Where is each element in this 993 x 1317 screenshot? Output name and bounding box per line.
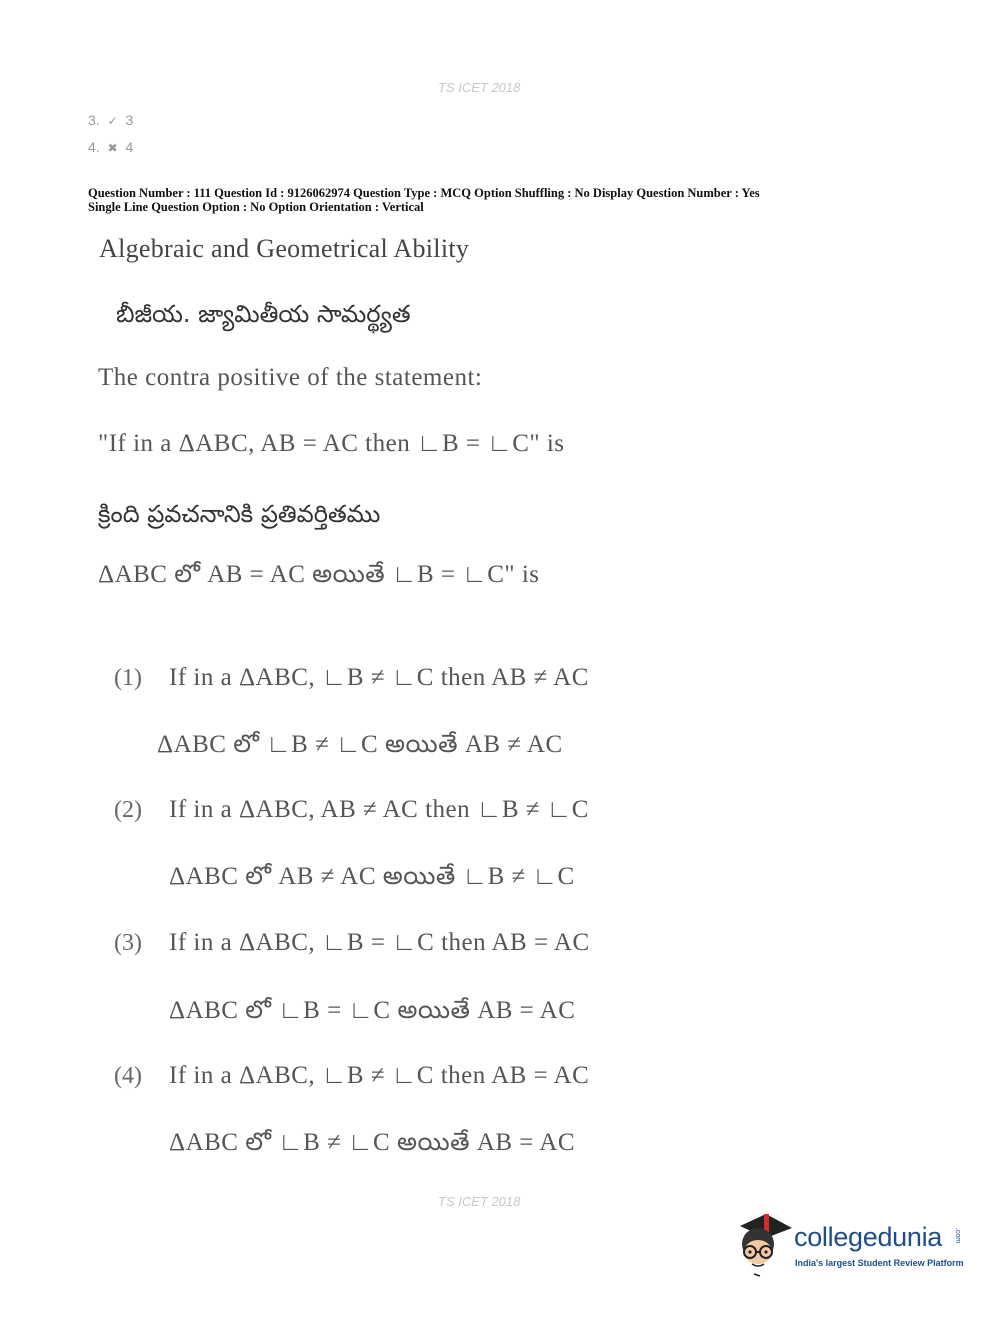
option-2-text[interactable]: If in a ΔABC, AB ≠ AC then ∟B ≠ ∟C (169, 796, 589, 823)
question-meta-line1: Question Number : 111 Question Id : 9126062974 Question Type : MCQ Option Shuffling : No Display Question Number : Yes (88, 186, 760, 200)
option-3-number: (3) (114, 930, 142, 956)
option-1-telugu: ΔABC లో ∟B ≠ ∟C అయితే AB ≠ AC (157, 731, 563, 758)
logo-tagline: India's largest Student Review Platform (795, 1258, 964, 1268)
previous-option-3 (88, 112, 133, 128)
check-icon: ✓ (107, 114, 118, 128)
collegedunia-logo[interactable] (734, 1210, 964, 1280)
cross-icon: ✖ (107, 141, 118, 155)
option-2-telugu: ΔABC లో AB ≠ AC అయితే ∟B ≠ ∟C (169, 863, 575, 890)
question-meta-line2: Single Line Question Option : No Option Orientation : Vertical (88, 200, 424, 214)
option-3-text[interactable]: If in a ΔABC, ∟B = ∟C then AB = AC (169, 929, 590, 956)
question-line1: The contra positive of the statement: (98, 364, 483, 391)
question-telugu-line1: క్రింది ప్రవచనానికి ప్రతివర్తితము (98, 500, 381, 528)
logo-suffix: .com (954, 1227, 962, 1244)
section-title-telugu: బీజీయ. జ్యామితీయ సామర్థ్యత (116, 300, 411, 328)
option-4-telugu: ΔABC లో ∟B ≠ ∟C అయితే AB = AC (169, 1129, 576, 1156)
question-telugu-line2: ΔABC లో AB = AC అయితే ∟B = ∟C" is (98, 561, 540, 588)
option-1-number: (1) (114, 665, 142, 691)
watermark-top: TS ICET 2018 (438, 80, 521, 95)
watermark-bottom: TS ICET 2018 (438, 1194, 521, 1209)
option-4-number: (4) (114, 1063, 142, 1089)
question-line2: "If in a ΔABC, AB = AC then ∟B = ∟C" is (98, 430, 565, 457)
section-title: Algebraic and Geometrical Ability (99, 234, 470, 263)
option-1-text[interactable]: If in a ΔABC, ∟B ≠ ∟C then AB ≠ AC (169, 664, 589, 691)
option-value: 3 (125, 112, 134, 128)
previous-option-4 (88, 139, 133, 155)
student-mascot-icon (734, 1210, 792, 1280)
option-number: 3. (88, 112, 100, 128)
question-meta (88, 186, 760, 214)
option-2-number: (2) (114, 797, 142, 823)
option-number: 4. (88, 139, 100, 155)
option-4-text[interactable]: If in a ΔABC, ∟B ≠ ∟C then AB = AC (169, 1062, 590, 1089)
logo-name: collegedunia (794, 1222, 943, 1252)
option-value: 4 (125, 139, 134, 155)
option-3-telugu: ΔABC లో ∟B = ∟C అయితే AB = AC (169, 997, 576, 1024)
